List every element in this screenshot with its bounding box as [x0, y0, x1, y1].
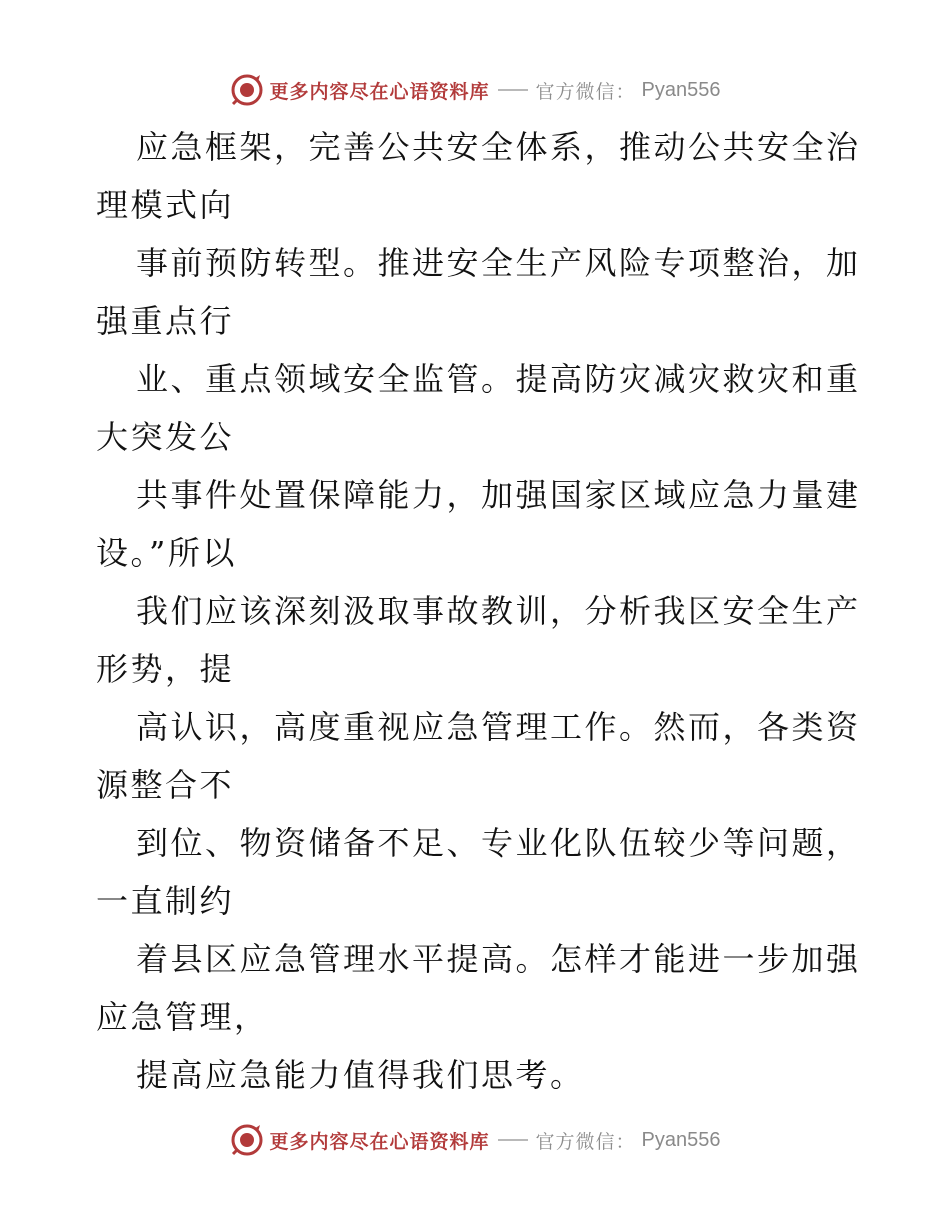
brand-logo-icon [230, 73, 264, 107]
footer-official-label: 官方微信： [535, 1130, 636, 1153]
document-body [96, 118, 861, 1104]
footer-watermark [0, 1120, 950, 1160]
text-line: 共事件处置保障能力，加强国家区域应急力量建 [136, 476, 861, 514]
header-official-label: 官方微信： [535, 80, 636, 103]
text-line: 强重点行 [96, 302, 235, 340]
text-line: 业、重点领域安全监管。提高防灾减灾救灾和重 [136, 360, 861, 398]
text-line: 提高应急能力值得我们思考。 [136, 1056, 585, 1094]
header-account-id: Pyan556 [641, 78, 721, 101]
text-line: 理模式向 [96, 186, 235, 224]
text-line: 设。”所以 [96, 534, 237, 572]
header-dash-divider [498, 89, 528, 91]
text-line: 事前预防转型。推进安全生产风险专项整治，加 [136, 244, 861, 282]
text-line: 我们应该深刻汲取事故教训，分析我区安全生产 [136, 592, 861, 630]
text-line: 高认识，高度重视应急管理工作。然而，各类资 [136, 708, 861, 746]
text-line: 应急框架，完善公共安全体系，推动公共安全治 [136, 128, 861, 166]
text-line: 一直制约 [96, 882, 235, 920]
footer-account-id: Pyan556 [641, 1128, 721, 1151]
header-watermark [0, 70, 950, 110]
paragraph [96, 118, 861, 1104]
brand-logo-icon [230, 1123, 264, 1157]
footer-brand-text: 更多内容尽在心语资料库 [269, 1130, 490, 1153]
text-line: 到位、物资储备不足、专业化队伍较少等问题， [136, 824, 861, 862]
header-brand-text: 更多内容尽在心语资料库 [269, 80, 490, 103]
text-line: 形势，提 [96, 650, 235, 688]
footer-dash-divider [498, 1139, 528, 1141]
text-line: 大突发公 [96, 418, 235, 456]
text-line: 应急管理， [96, 998, 269, 1036]
text-line: 源整合不 [96, 766, 235, 804]
text-line: 着县区应急管理水平提高。怎样才能进一步加强 [136, 940, 861, 978]
